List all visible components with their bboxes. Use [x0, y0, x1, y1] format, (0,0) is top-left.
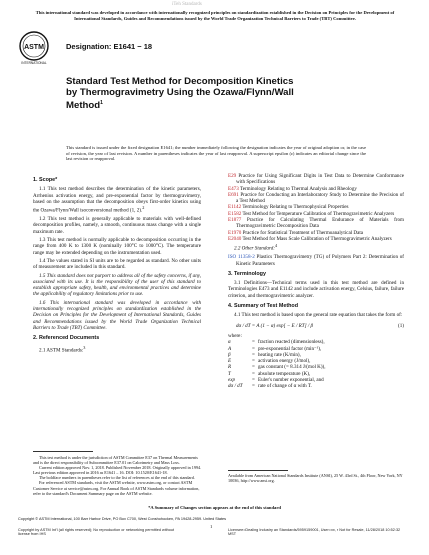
symbol-definition: gas constant (= 8.314 J/(mol K)),: [258, 364, 326, 371]
symbol-definition: fraction reacted (dimensionless),: [258, 339, 325, 346]
watermark: iTeh Standards: [172, 2, 202, 7]
symbol: α: [228, 339, 231, 346]
section-heading-terminology: 3. Terminology: [228, 270, 266, 277]
symbol: dα / dT: [228, 383, 243, 390]
footnote-rule-right: [228, 470, 288, 471]
paragraph-1-1: 1.1 This test method describes the determination of the kinetic parameters, Arrhenius activation energy, and pre-exponential factor by thermogravimetry, based on the assumption that the decomposition obeys first-order kinetics using the Ozawa/Flynn/Wall isoconversional method (1, 2).$^2$: [33, 186, 201, 214]
symbol-row: R = gas constant (= 8.314 J/(mol K)),: [228, 364, 404, 370]
symbol: A: [228, 345, 232, 352]
reference-item: [228, 217, 404, 230]
section-heading-summary: 4. Summary of Test Method: [228, 303, 298, 310]
reference-code[interactable]: E691: [228, 191, 239, 198]
reference-code[interactable]: E473: [228, 185, 239, 192]
symbol-row: β = heating rate (K/min),: [228, 352, 404, 358]
symbol-row: A = pre-exponential factor (min⁻¹),: [228, 346, 404, 352]
reference-code[interactable]: E1582: [228, 210, 242, 217]
symbol: β: [228, 351, 231, 358]
footnote-1: This test method is under the jurisdiction of ASTM Committee E37 on Thermal Measurements and is the direct responsibility of Subcommittee E37.01 on Calorimetry and Mass Loss.: [33, 455, 198, 466]
reference-item-iso: ISO 11358-2 Plastics Thermogravimetry (TG) of Polymers Part 2: Determination of Kinetic Parameters: [228, 254, 404, 267]
symbol: R: [228, 364, 232, 371]
reference-item: [228, 236, 404, 242]
symbol-row: E = activation energy (J/mol),: [228, 358, 404, 364]
where-label: where:: [228, 332, 242, 339]
symbol-row: exp = Euler's number exponential, and: [228, 377, 404, 383]
reference-code[interactable]: E1142: [228, 204, 242, 211]
symbol-definition: pre-exponential factor (min⁻¹),: [258, 345, 322, 352]
astm-logo: [18, 30, 50, 66]
footnote-rule: [33, 451, 93, 452]
symbol-definition: rate of change of α with T.: [258, 383, 312, 390]
paragraph-1-5: 1.5 This standard does not purport to address all of the safety concerns, if any, associated with its use. It is the responsibility of the user of this standard to establish appropriate safety, health, and environmental practices and determine the applicability of regulatory limitations prior to use.: [33, 272, 201, 298]
symbol: exp: [228, 377, 236, 383]
rate-equation: dα / dT = A (1 − α) exp[ − E / RT] / β (1): [236, 322, 404, 329]
license-left: Copyright by ASTM Int'l (all rights reserved); No reproduction or networking permitted without license from IHS: [18, 528, 175, 537]
symbol-definition: Euler's number exponential, and: [258, 377, 324, 383]
symbol-row: T = absolute temperature (K),: [228, 371, 404, 377]
paragraph-1-2: 1.2 This test method is generally applicable to materials with well-defined decomposition profiles, namely, a smooth, continuous mass change with a single maximum rate.: [33, 216, 201, 235]
reference-code[interactable]: ISO 11358-2: [228, 254, 255, 261]
svg-text:ASTM: ASTM: [24, 44, 44, 51]
paragraph-1-4: 1.4 The values stated in SI units are to be regarded as standard. No other units of measurement are included in this standard.: [33, 257, 201, 271]
symbol-row: α = fraction reacted (dimensionless),: [228, 339, 404, 345]
symbol-definition: heating rate (K/min),: [258, 351, 301, 358]
symbol-definition: absolute temperature (K),: [258, 370, 311, 377]
symbol: E: [228, 358, 232, 365]
reference-title: Test Method for Temperature Calibration of Thermogravimetric Analyzers: [242, 210, 395, 217]
page-number: 1: [210, 524, 213, 529]
reference-code[interactable]: E1970: [228, 229, 242, 236]
symbol-row: dα / dT = rate of change of α with T.: [228, 383, 404, 389]
reference-title: Practice for Calculating Thermal Endurance of Materials from Thermogravimetric Decomposition Data: [236, 217, 404, 230]
copyright: Copyright © ASTM International, 100 Barr Harbor Drive, PO Box C700, West Conshohocken, PA 19428-2959. United States: [18, 517, 227, 521]
section-heading-scope: 1. Scope*: [33, 177, 58, 183]
reference-title: Practice for Using Significant Digits in Test Data to Determine Conformance with Specifications: [236, 173, 404, 186]
paragraph-4-1: 4.1 This test method is based upon the general rate equation that takes the form of:: [234, 312, 403, 319]
designation: Designation: E1641 − 18: [66, 42, 153, 51]
reference-title: Test Method for Mass Scale Calibration of Thermogravimetric Analyzers: [242, 235, 392, 242]
right-column: [228, 173, 404, 390]
reference-title: Practice for Conducting an Interlaboratory Study to Determine the Precision of a Test Method: [236, 191, 404, 205]
footnote-4: Available from American National Standards Institute (ANSI), 25 W. 43rd St., 4th Floor, New York, NY 10036, http://www.ansi.org.: [228, 473, 403, 484]
reference-item: [228, 173, 404, 186]
top-notice: This international standard was developed in accordance with internationally recognized principles on standardization established in the Decision on Principles for the Development of International Standards, Guides and Recommendations issued by the World Trade Organization Technical Barriers to Trade (TBT) Committee.: [35, 10, 395, 21]
reference-item: [228, 192, 404, 205]
paragraph-2-2: 2.2 Other Standard:$^4$: [234, 243, 278, 252]
paragraph-1-3: 1.3 This test method is normally applicable to decomposition occurring in the range from 400 K to 1300 K (nominally 100°C to 1000°C). The temperature range may be extended depending on the instrumentation used.: [33, 237, 201, 256]
section-heading-references: 2. Referenced Documents: [33, 335, 100, 342]
left-column: [33, 173, 201, 356]
footnotes: [33, 455, 203, 496]
page-title: Standard Test Method for Decomposition Kinetics by Thermogravimetry Using the Ozawa/Flynn/Wall Method$^1$: [66, 76, 294, 112]
symbol: T: [228, 370, 231, 377]
paragraph-3-1: 3.1 Definitions—Technical terms used in this test method are defined in Terminologies E473 and E1142 and include activation energy, Celsius, failure, failure criterion, and thermogravimetric analyzer.: [228, 280, 404, 299]
reference-list: [228, 173, 404, 242]
intro-note: This standard is issued under the fixed designation E1641; the number immediately following the designation indicates the year of original adoption or, in the case of revision, the year of last revision. A number in parentheses indicates the year of last reapproval. A superscript epsilon (ε) indicates an editorial change since the last revision or reapproval.: [66, 145, 366, 162]
reference-code[interactable]: E1877: [228, 217, 242, 224]
paragraph-2-1: 2.1 ASTM Standards:$^3$: [39, 344, 86, 354]
reference-title: Practice for Statistical Treatment of Thermoanalytical Data: [242, 229, 364, 236]
reference-title: Terminology Relating to Thermal Analysis and Rheology: [239, 185, 357, 192]
footnote-1b: Current edition approved Nov. 1, 2018. Published November 2018. Originally approved in 1994. Last previous edition approved in 2016 as E1641 – 16. DOI: 10.1520/E1641-18.: [33, 465, 202, 476]
symbol-list: [228, 339, 404, 389]
reference-code[interactable]: E2040: [228, 235, 242, 242]
paragraph-1-6: 1.6 This international standard was developed in accordance with internationally recognized principles on standardization established in the Decision on Principles for the Development of International Standards, Guides and Recommendations issued by the World Trade Organization Technical Barriers to Trade (TBT) Committee.: [33, 299, 201, 331]
footnote-3: For referenced ASTM standards, visit the ASTM website, www.astm.org, or contact ASTM Customer Service at service@astm.org. For Annual Book of ASTM Standards volume information, refer to the standard's Document Summary page on the ASTM website.: [33, 480, 200, 496]
summary-of-changes-note: *A Summary of Changes section appears at the end of this standard: [148, 505, 281, 510]
svg-text:INTERNATIONAL: INTERNATIONAL: [21, 61, 47, 65]
reference-code[interactable]: E29: [228, 173, 237, 179]
footnote-2: The boldface numbers in parentheses refer to the list of references at the end of this standard.: [39, 475, 195, 481]
symbol-definition: activation energy (J/mol),: [258, 358, 311, 365]
reference-title: Terminology Relating to Thermophysical Properties: [242, 204, 349, 211]
license-right: Licensee=Dealing Industry an Standards/5959159001, User=xx, r Not for Resale, 11/28/2018 10:52:32 MST: [228, 528, 401, 537]
